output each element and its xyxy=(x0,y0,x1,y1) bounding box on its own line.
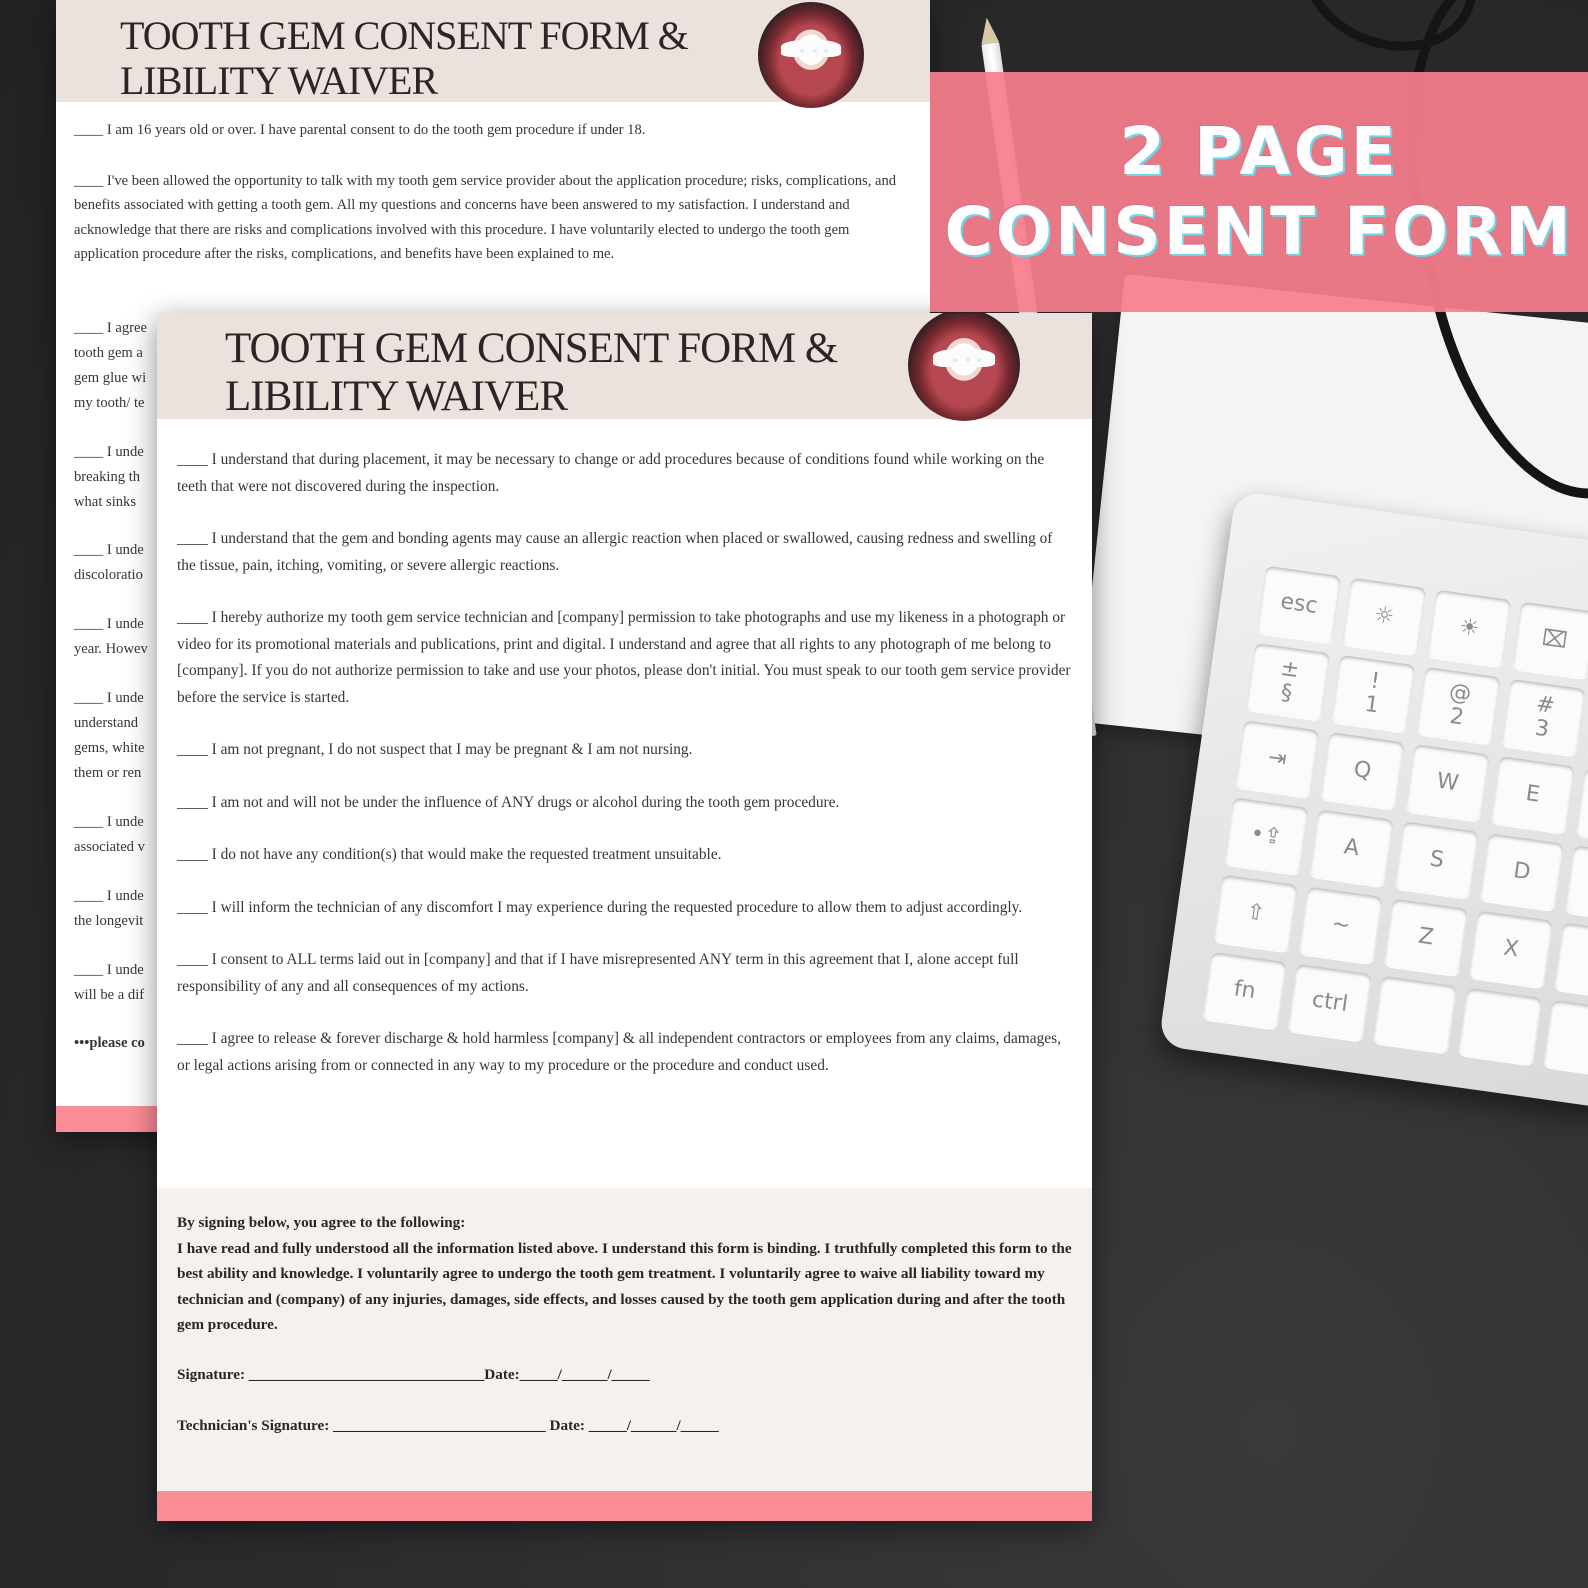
signature-section xyxy=(157,1188,1092,1491)
page-1-text-fragment: ____ I agree xyxy=(74,320,147,336)
page-1-text-fragment: my tooth/ te xyxy=(74,395,145,411)
page-1-text-fragment: them or ren xyxy=(74,765,142,781)
keyboard-key: ☼ xyxy=(1342,578,1427,656)
keyboard-key: fn xyxy=(1202,952,1287,1030)
page-1-text-fragment: ____ I unde xyxy=(74,814,144,830)
page-1-text-fragment: what sinks xyxy=(74,494,137,510)
keyboard-key: X xyxy=(1469,910,1554,988)
keyboard-key xyxy=(1543,1000,1588,1078)
page-1-title: TOOTH GEM CONSENT FORM & LIBILITY WAIVER xyxy=(120,13,688,103)
consent-clause: ____ I agree to release & forever discharge & hold harmless [company] & all independent contractors or employees from any claims, damages, or legal actions arising from or connected in any way to my procedure or the procedure and conduct used. xyxy=(177,1030,1061,1074)
keyboard-key: Z xyxy=(1384,899,1469,977)
consent-clause: ____ I understand that the gem and bonding agents may cause an allergic reaction when placed or swallowed, causing redness and swelling of the tissue, pain, itching, vomiting, or severe allergic reactions. xyxy=(177,530,1053,574)
keyboard-key: # 3 xyxy=(1501,679,1586,757)
keyboard-key: ± § xyxy=(1246,643,1331,721)
consent-clause: ____ I've been allowed the opportunity to talk with my tooth gem service provider about the application procedure; risks, complications, and benefits associated with getting a tooth gem. All my questions and concerns have been answered to my satisfaction. I understand and acknowledge that there are risks and complications involved with this procedure. I have voluntarily elected to undergo the tooth gem application procedure after the risks, complications, and benefits have been explained to me. xyxy=(74,172,897,262)
keyboard-keys xyxy=(1202,566,1588,1078)
page-1-text-fragment: associated v xyxy=(74,839,145,855)
consent-clause: ____ I understand that during placement, it may be necessary to change or add procedures because of conditions found while working on the teeth that were not discovered during the inspection. xyxy=(177,451,1045,495)
consent-page-2 xyxy=(157,313,1092,1521)
keyboard-key: ⌧ xyxy=(1512,602,1588,680)
page-1-text-fragment: discoloratio xyxy=(74,567,143,583)
page-1-text-fragment: breaking th xyxy=(74,469,141,485)
page-1-text-fragment: gem glue wi xyxy=(74,370,147,386)
page-1-text-fragment: tooth gem a xyxy=(74,345,143,361)
keyboard-key xyxy=(1576,768,1588,846)
technician-signature-field[interactable]: Technician's Signature: ____________________________ Date: _____/______/_____ xyxy=(177,1417,719,1434)
keyboard-key: E xyxy=(1490,756,1575,834)
page-2-body xyxy=(177,447,1072,1105)
keyboard-key: ~ xyxy=(1298,887,1383,965)
keyboard-key xyxy=(1565,845,1588,923)
page-1-text-fragment: will be a dif xyxy=(74,987,145,1003)
consent-clause: ____ I will inform the technician of any discomfort I may experience during the requested procedure to allow them to adjust accordingly. xyxy=(177,898,1023,916)
page-1-text-fragment: ____ I unde xyxy=(74,962,144,978)
page-1-text-fragment: •••please co xyxy=(74,1035,145,1051)
page-1-text-fragment: ____ I unde xyxy=(74,542,144,558)
smile-photo xyxy=(758,2,864,108)
keyboard-key xyxy=(1554,922,1588,1000)
keyboard-key: •⇪ xyxy=(1224,797,1309,875)
keyboard-key: esc xyxy=(1257,566,1342,644)
keyboard-key: ☀ xyxy=(1427,590,1512,668)
sign-intro: By signing below, you agree to the following: xyxy=(177,1214,466,1231)
keyboard-key: A xyxy=(1309,809,1394,887)
keyboard-key: ! 1 xyxy=(1331,655,1416,733)
promo-banner xyxy=(930,72,1588,312)
keyboard-key: ⇧ xyxy=(1213,875,1298,953)
page-1-text-fragment: ____ I unde xyxy=(74,444,144,460)
page-1-text-fragment: ____ I unde xyxy=(74,616,144,632)
page-1-header xyxy=(56,0,930,102)
page-1-text-fragment: ____ I unde xyxy=(74,690,144,706)
consent-clause: ____ I consent to ALL terms laid out in [company] and that if I have misrepresented ANY term in this agreement that I, alone accept full responsibility of any and all consequences of my actions. xyxy=(177,951,1019,995)
consent-clause: ____ I am not and will not be under the influence of ANY drugs or alcohol during the tooth gem procedure. xyxy=(177,793,840,811)
page-1-body xyxy=(74,118,914,293)
keyboard-key xyxy=(1373,976,1458,1054)
keyboard-key: ⇥ xyxy=(1235,720,1320,798)
consent-clause: ____ I am not pregnant, I do not suspect that I may be pregnant & I am not nursing. xyxy=(177,741,693,758)
page-1-text-fragment: ____ I unde xyxy=(74,888,144,904)
consent-clause: ____ I hereby authorize my tooth gem service technician and [company] permission to take photographs and use my likeness in a photograph or video for its promotional materials and publications, print and digital. I understand and agree that all rights to any photograph of me belong to [company]. If you do not authorize permission to take and use your photos, please don't initial. You must speak to our tooth gem service provider before the service is started. xyxy=(177,609,1071,706)
keyboard-key: ctrl xyxy=(1287,964,1372,1042)
smile-photo xyxy=(908,313,1020,421)
banner-line-1: 2 PAGE xyxy=(1119,113,1399,190)
banner-line-2: CONSENT FORM xyxy=(944,193,1574,270)
keyboard-key: S xyxy=(1394,821,1479,899)
page-2-header xyxy=(157,313,1092,419)
keyboard xyxy=(1158,491,1588,1110)
consent-clause: ____ I do not have any condition(s) that would make the requested treatment unsuitable. xyxy=(177,846,722,863)
page-2-footer-bar xyxy=(157,1491,1092,1521)
signature-field[interactable]: Signature: _______________________________Date:_____/______/_____ xyxy=(177,1365,650,1383)
consent-clause: ____ I am 16 years old or over. I have parental consent to do the tooth gem procedure if under 18. xyxy=(74,122,646,138)
page-1-text-fragment: the longevit xyxy=(74,913,144,929)
page-1-text-fragment: understand xyxy=(74,715,139,731)
page-1-text-fragment: gems, white xyxy=(74,740,145,756)
keyboard-key xyxy=(1458,988,1543,1066)
keyboard-key: @ 2 xyxy=(1416,667,1501,745)
keyboard-key: W xyxy=(1405,744,1490,822)
page-1-text-fragment: year. Howev xyxy=(74,641,148,657)
keyboard-key: D xyxy=(1480,833,1565,911)
page-2-title: TOOTH GEM CONSENT FORM & LIBILITY WAIVER xyxy=(225,325,838,421)
sign-agreement-text: I have read and fully understood all the information listed above. I understand this form is binding. I truthfully completed this form to the best ability and knowledge. I voluntarily agree to undergo the tooth gem treatment. I voluntarily agree to waive all liability toward my technician and (company) of any injuries, damages, side effects, and losses caused by the tooth gem application during and after the tooth gem procedure. xyxy=(177,1239,1072,1333)
keyboard-key: Q xyxy=(1320,732,1405,810)
